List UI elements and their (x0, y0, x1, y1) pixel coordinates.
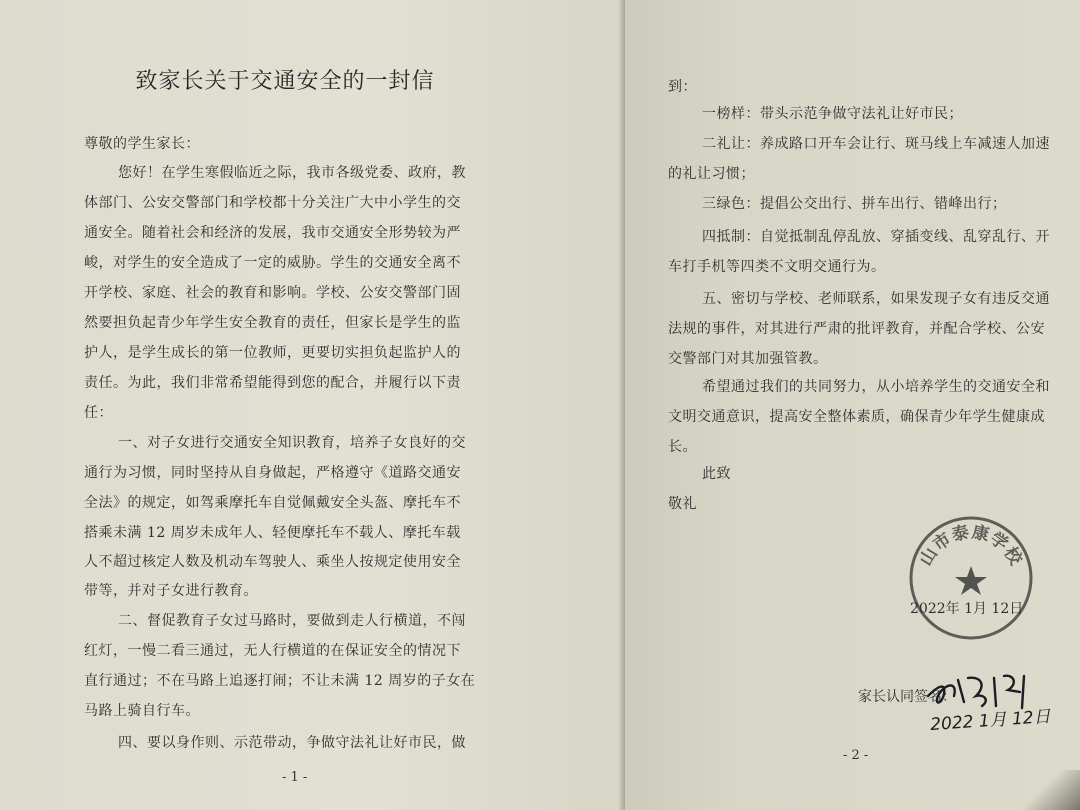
body-line: 开学校、家庭、社会的教育和影响。学校、公安交警部门固 (84, 285, 461, 301)
body-line: 希望通过我们的共同努力，从小培养学生的交通安全和 (702, 379, 1050, 395)
page-number: - 1 - (282, 770, 308, 785)
body-line: 三绿色：提倡公交出行、拼车出行、错峰出行； (702, 196, 1007, 212)
body-line: 护人，是学生成长的第一位教师，更要切实担负起监护人的 (84, 345, 461, 361)
body-line: 直行通过；不在马路上追逐打闹；不让未满 12 周岁的子女在 (84, 673, 476, 689)
body-line: 带等，并对子女进行教育。 (84, 583, 258, 599)
signature-date: 2022 1月 12日 (929, 706, 1052, 736)
stamp-date: 2022年 1月 12日 (910, 601, 1024, 617)
body-line: 五、密切与学校、老师联系，如果发现子女有违反交通 (702, 291, 1050, 307)
body-line: 任： (84, 405, 113, 421)
closing-line: 敬礼 (668, 496, 697, 512)
body-line: 红灯，一慢二看三通过，无人行横道的在保证安全的情况下 (84, 643, 461, 659)
body-line: 长。 (668, 439, 697, 455)
body-line: 到： (668, 79, 697, 95)
body-line: 通安全。随着社会和经济的发展，我市交通安全形势较为严 (84, 225, 461, 241)
page-number: - 2 - (843, 748, 869, 763)
body-line: 然要担负起青少年学生安全教育的责任，但家长是学生的监 (84, 315, 461, 331)
salutation: 尊敬的学生家长： (84, 136, 200, 152)
letter-title: 致家长关于交通安全的一封信 (135, 69, 435, 94)
body-line: 人不超过核定人数及机动车驾驶人、乘坐人按规定使用安全 (84, 554, 461, 570)
body-line: 二、督促教育子女过马路时，要做到走人行横道，不闯 (118, 613, 466, 629)
body-line: 一、对子女进行交通安全知识教育，培养子女良好的交 (118, 435, 466, 451)
body-line: 通行为习惯，同时坚持从自身做起，严格遵守《道路交通安 (84, 465, 461, 481)
body-line: 交警部门对其加强管教。 (668, 351, 828, 367)
body-line: 责任。为此，我们非常希望能得到您的配合，并履行以下责 (84, 375, 461, 391)
body-line: 四、要以身作则、示范带动，争做守法礼让好市民，做 (118, 735, 466, 751)
closing-line: 此致 (702, 466, 731, 482)
body-line: 您好！在学生寒假临近之际，我市各级党委、政府，教 (118, 165, 466, 181)
body-line: 马路上骑自行车。 (84, 703, 200, 719)
body-line: 全法》的规定，如驾乘摩托车自觉佩戴安全头盔、摩托车不 (84, 495, 461, 511)
body-line: 四抵制：自觉抵制乱停乱放、穿插变线、乱穿乱行、开 (702, 229, 1050, 245)
body-line: 体部门、公安交警部门和学校都十分关注广大中小学生的交 (84, 195, 461, 211)
body-line: 峻，对学生的安全造成了一定的威胁。学生的交通安全离不 (84, 255, 461, 271)
body-line: 一榜样：带头示范争做守法礼让好市民； (702, 106, 963, 122)
body-line: 搭乘未满 12 周岁未成年人、轻便摩托车不载人、摩托车载 (84, 525, 461, 541)
body-line: 文明交通意识，提高安全整体素质，确保青少年学生健康成 (668, 409, 1045, 425)
corner-shadow (1020, 770, 1080, 810)
body-line: 车打手机等四类不文明交通行为。 (668, 259, 886, 275)
signature-label: 家长认同签名： (858, 689, 956, 705)
body-line: 的礼让习惯； (668, 166, 755, 182)
school-seal (905, 512, 1037, 644)
body-line: 法规的事件，对其进行严肃的批评教育，并配合学校、公安 (668, 321, 1045, 337)
svg-text:山市泰康学校: 山市泰康学校 (915, 522, 1027, 570)
body-line: 二礼让：养成路口开车会让行、斑马线上车减速人加速 (702, 136, 1050, 152)
